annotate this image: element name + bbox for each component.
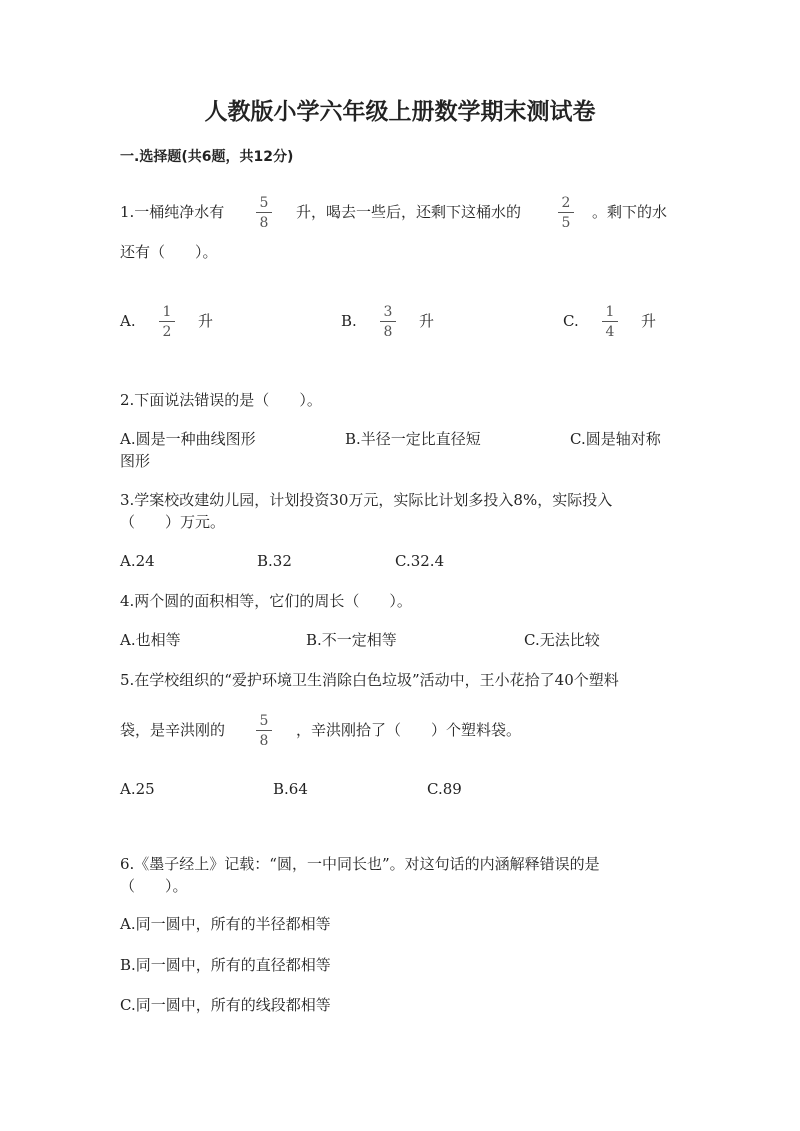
q6-option-a[interactable]: A.同一圆中，所有的半径都相等 xyxy=(120,915,331,933)
fraction-numerator: 3 xyxy=(383,304,393,320)
q3-option-a[interactable]: A.24 xyxy=(120,552,155,570)
option-label: C. xyxy=(563,312,579,330)
q6-stem-line-1: 6.《墨子经上》记载：“圆，一中同长也”。对这句话的内涵解释错误的是 xyxy=(120,855,600,873)
option-fraction xyxy=(599,304,621,340)
q2-option-a[interactable]: A.圆是一种曲线图形 xyxy=(120,430,256,448)
q5-stem-line-1: 5.在学校组织的“爱护环境卫生消除白色垃圾”活动中，王小花拾了40个塑料 xyxy=(120,671,619,689)
q1-stem-part-c: 。剩下的水 xyxy=(592,203,668,221)
q2-option-c-wrap: 图形 xyxy=(120,452,151,470)
q2-option-c[interactable]: C.圆是轴对称 xyxy=(570,430,661,448)
q4-option-a[interactable]: A.也相等 xyxy=(120,631,181,649)
q5-option-b[interactable]: B.64 xyxy=(273,780,308,798)
fraction-bar xyxy=(256,730,272,731)
q5-option-c[interactable]: C.89 xyxy=(427,780,462,798)
option-label: A. xyxy=(120,312,136,330)
q5-fraction-denominator: 8 xyxy=(259,733,269,749)
q1-stem-line-2: 还有（ ）。 xyxy=(120,243,218,261)
q3-option-c[interactable]: C.32.4 xyxy=(395,552,445,570)
fraction-bar xyxy=(602,321,618,322)
fraction-numerator: 1 xyxy=(605,304,615,320)
q3-stem-line-1: 3.学案校改建幼儿园，计划投资30万元，实际比计划多投入8%，实际投入 xyxy=(120,491,613,509)
fraction-bar xyxy=(159,321,175,322)
section-heading: 一.选择题(共6题，共12分) xyxy=(120,149,294,165)
q5-stem-part-b: ，辛洪刚拾了（ ）个塑料袋。 xyxy=(296,721,522,739)
q1-stem-part-a: 1.一桶纯净水有 xyxy=(120,203,225,221)
fraction-denominator: 8 xyxy=(383,324,393,340)
q1-stem-part-b: 升，喝去一些后，还剩下这桶水的 xyxy=(296,203,522,221)
q3-stem-line-2: （ ）万元。 xyxy=(120,513,226,531)
q6-stem-line-2: （ ）。 xyxy=(120,877,188,895)
fraction-denominator: 4 xyxy=(605,324,615,340)
q1-fraction-2 xyxy=(555,195,577,231)
fraction-numerator: 1 xyxy=(162,304,172,320)
q5-option-a[interactable]: A.25 xyxy=(120,780,155,798)
q4-stem: 4.两个圆的面积相等，它们的周长（ ）。 xyxy=(120,592,412,610)
q1-fraction-1-numerator: 5 xyxy=(259,195,269,211)
fraction-bar xyxy=(558,212,574,213)
q1-fraction-2-denominator: 5 xyxy=(561,215,571,231)
option-unit: 升 xyxy=(198,312,214,330)
q1-fraction-1 xyxy=(253,195,275,231)
q6-option-c[interactable]: C.同一圆中，所有的线段都相等 xyxy=(120,996,331,1014)
page-title: 人教版小学六年级上册数学期末测试卷 xyxy=(204,99,596,125)
option-unit: 升 xyxy=(641,312,657,330)
option-fraction xyxy=(156,304,178,340)
fraction-bar xyxy=(380,321,396,322)
option-fraction xyxy=(377,304,399,340)
q5-fraction-numerator: 5 xyxy=(259,713,269,729)
fraction-bar xyxy=(256,212,272,213)
q4-option-b[interactable]: B.不一定相等 xyxy=(306,631,397,649)
q1-fraction-1-denominator: 8 xyxy=(259,215,269,231)
q5-fraction xyxy=(253,713,275,749)
fraction-denominator: 2 xyxy=(162,324,172,340)
q1-fraction-2-numerator: 2 xyxy=(561,195,571,211)
option-unit: 升 xyxy=(419,312,435,330)
q5-stem-part-a: 袋，是辛洪刚的 xyxy=(120,721,226,739)
q2-stem: 2.下面说法错误的是（ ）。 xyxy=(120,391,322,409)
q6-option-b[interactable]: B.同一圆中，所有的直径都相等 xyxy=(120,956,331,974)
q4-option-c[interactable]: C.无法比较 xyxy=(524,631,600,649)
q2-option-b[interactable]: B.半径一定比直径短 xyxy=(345,430,481,448)
q3-option-b[interactable]: B.32 xyxy=(257,552,292,570)
option-label: B. xyxy=(341,312,357,330)
